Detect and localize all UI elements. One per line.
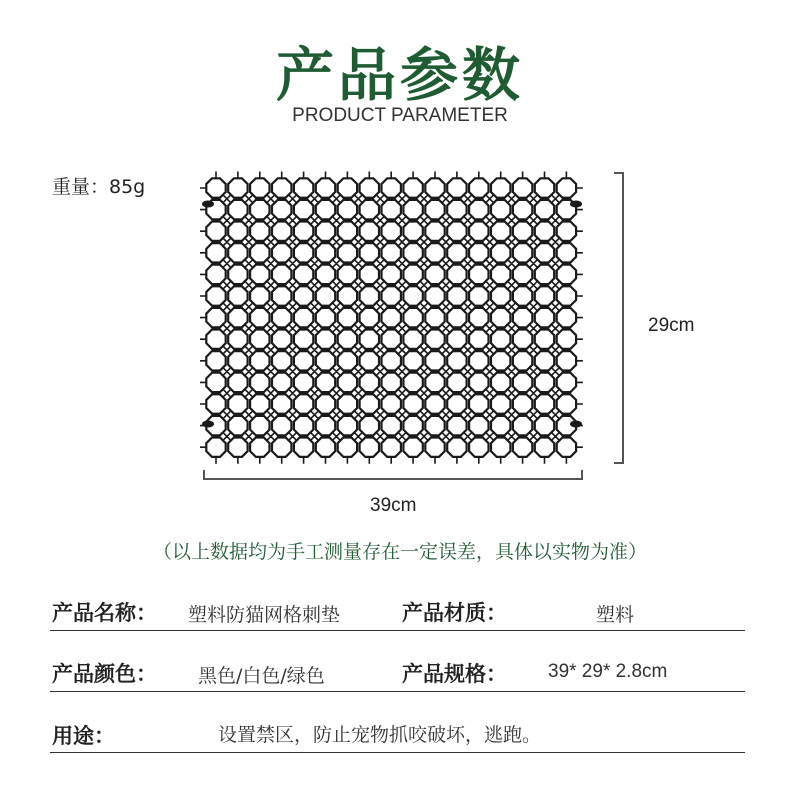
mesh-connector-clip bbox=[570, 421, 582, 428]
spec-divider-3 bbox=[50, 752, 745, 753]
mesh-connector-clip bbox=[202, 421, 214, 428]
product-mesh-image bbox=[200, 168, 585, 468]
weight-text: 重量：85g bbox=[52, 176, 146, 198]
page-title: 产品参数 bbox=[275, 41, 524, 109]
height-dimension-line bbox=[622, 172, 624, 464]
spec-material-value: 塑料 bbox=[596, 604, 635, 626]
width-dimension-cap-left bbox=[203, 470, 205, 480]
page-subtitle: PRODUCT PARAMETER bbox=[292, 105, 508, 126]
measurement-note: （以上数据均为手工测量存在一定误差，具体以实物为准） bbox=[152, 541, 647, 563]
height-dimension-label: 29cm bbox=[648, 315, 695, 336]
mesh-connector-clip bbox=[202, 201, 214, 208]
spec-divider-2 bbox=[50, 691, 745, 692]
spec-usage-value: 设置禁区，防止宠物抓咬破坏，逃跑。 bbox=[218, 724, 542, 746]
spec-name-value: 塑料防猫网格刺垫 bbox=[188, 604, 341, 626]
width-dimension-line bbox=[203, 478, 583, 480]
spec-name-label: 产品名称： bbox=[52, 601, 157, 625]
mesh-octagon-grid bbox=[206, 178, 576, 457]
spec-color-label: 产品颜色： bbox=[52, 662, 157, 686]
width-dimension-label: 39cm bbox=[370, 495, 417, 516]
mesh-connector-clip bbox=[570, 201, 582, 208]
width-dimension-cap-right bbox=[581, 470, 583, 480]
spec-size-value: 39* 29* 2.8cm bbox=[548, 661, 668, 682]
mesh-spikes bbox=[200, 172, 583, 464]
spec-material-label: 产品材质： bbox=[402, 601, 507, 625]
height-dimension-cap-bottom bbox=[614, 462, 624, 464]
spec-color-value: 黑色/白色/绿色 bbox=[198, 665, 325, 687]
spec-usage-label: 用途： bbox=[52, 724, 115, 748]
spec-size-label: 产品规格： bbox=[402, 662, 507, 686]
spec-divider-1 bbox=[50, 630, 745, 631]
height-dimension-cap-top bbox=[614, 172, 624, 174]
